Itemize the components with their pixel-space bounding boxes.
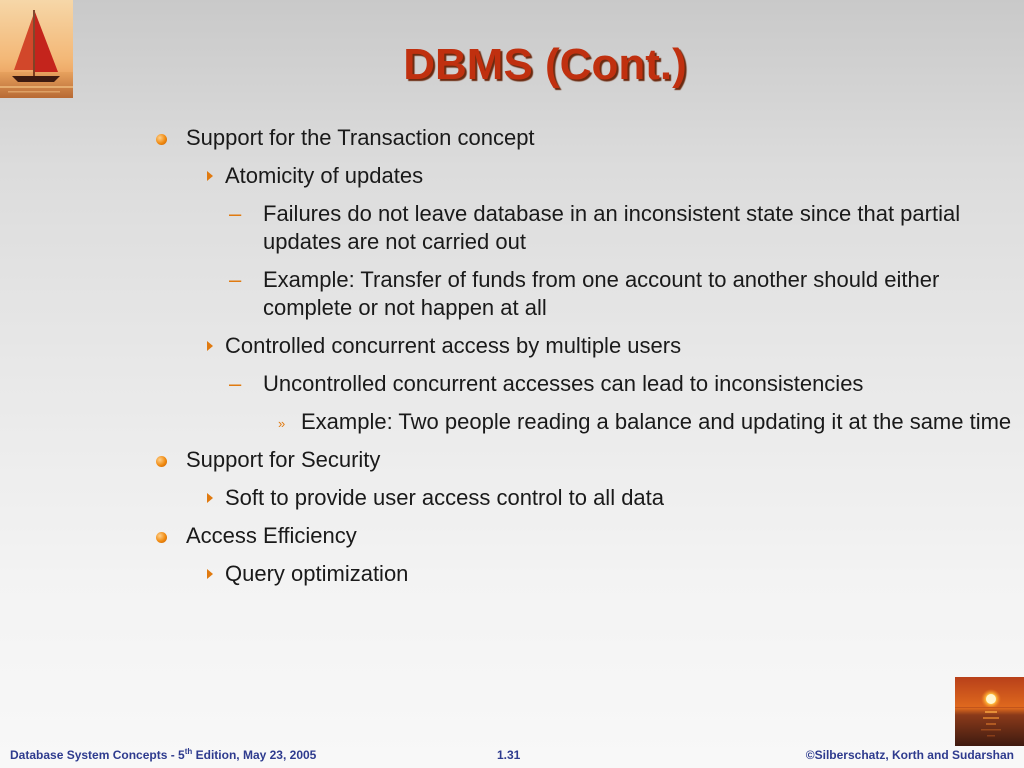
- dash-bullet-icon: –: [229, 371, 242, 396]
- bullet-item: [152, 522, 1012, 550]
- bullet-text: Support for the Transaction concept: [186, 125, 535, 150]
- bullet-item: [152, 332, 1012, 360]
- bullet-text: Soft to provide user access control to all data: [225, 485, 665, 510]
- sunset-logo-icon: [955, 677, 1024, 746]
- bullet-text: Example: Two people reading a balance and updating it at the same time: [301, 409, 1012, 434]
- bullet-text: Support for Security: [186, 447, 381, 472]
- footer-book-title: [10, 746, 316, 764]
- slide-content: [152, 124, 1012, 598]
- bullet-text: Failures do not leave database in an inconsistent state since that partial updates are not carried out: [263, 201, 961, 254]
- slide-title: DBMS (Cont.): [403, 40, 687, 89]
- double-chevron-bullet-icon: »: [278, 416, 286, 431]
- bullet-text: Access Efficiency: [186, 523, 357, 548]
- footer-edition-date: Edition, May 23, 2005: [192, 748, 317, 762]
- triangle-bullet-icon: [207, 341, 213, 351]
- bullet-item: [152, 266, 1012, 322]
- bullet-item: [152, 560, 1012, 588]
- bullet-item: [152, 484, 1012, 512]
- triangle-bullet-icon: [207, 569, 213, 579]
- bullet-text: Uncontrolled concurrent accesses can lead to inconsistencies: [263, 371, 864, 396]
- bullet-item: [152, 408, 1012, 436]
- triangle-bullet-icon: [207, 493, 213, 503]
- bullet-text: Controlled concurrent access by multiple users: [225, 333, 682, 358]
- orange-bullet-icon: [156, 134, 167, 145]
- bullet-text: Atomicity of updates: [225, 163, 424, 188]
- bullet-text: Example: Transfer of funds from one account to another should either complete or not happen at all: [263, 267, 940, 320]
- footer-edition-superscript: th: [184, 747, 193, 756]
- dash-bullet-icon: –: [229, 201, 242, 226]
- footer-slide-number: 1.31: [497, 748, 521, 762]
- triangle-bullet-icon: [207, 171, 213, 181]
- orange-bullet-icon: [156, 456, 167, 467]
- footer-book-title-text: Database System Concepts - 5: [10, 748, 185, 762]
- bullet-item: [152, 446, 1012, 474]
- bullet-item: [152, 200, 1012, 256]
- bullet-item: [152, 370, 1012, 398]
- orange-bullet-icon: [156, 532, 167, 543]
- footer-copyright: ©Silberschatz, Korth and Sudarshan: [805, 748, 1014, 762]
- bullet-text: Query optimization: [225, 561, 409, 586]
- dash-bullet-icon: –: [229, 267, 242, 292]
- bullet-item: [152, 162, 1012, 190]
- bullet-item: [152, 124, 1012, 152]
